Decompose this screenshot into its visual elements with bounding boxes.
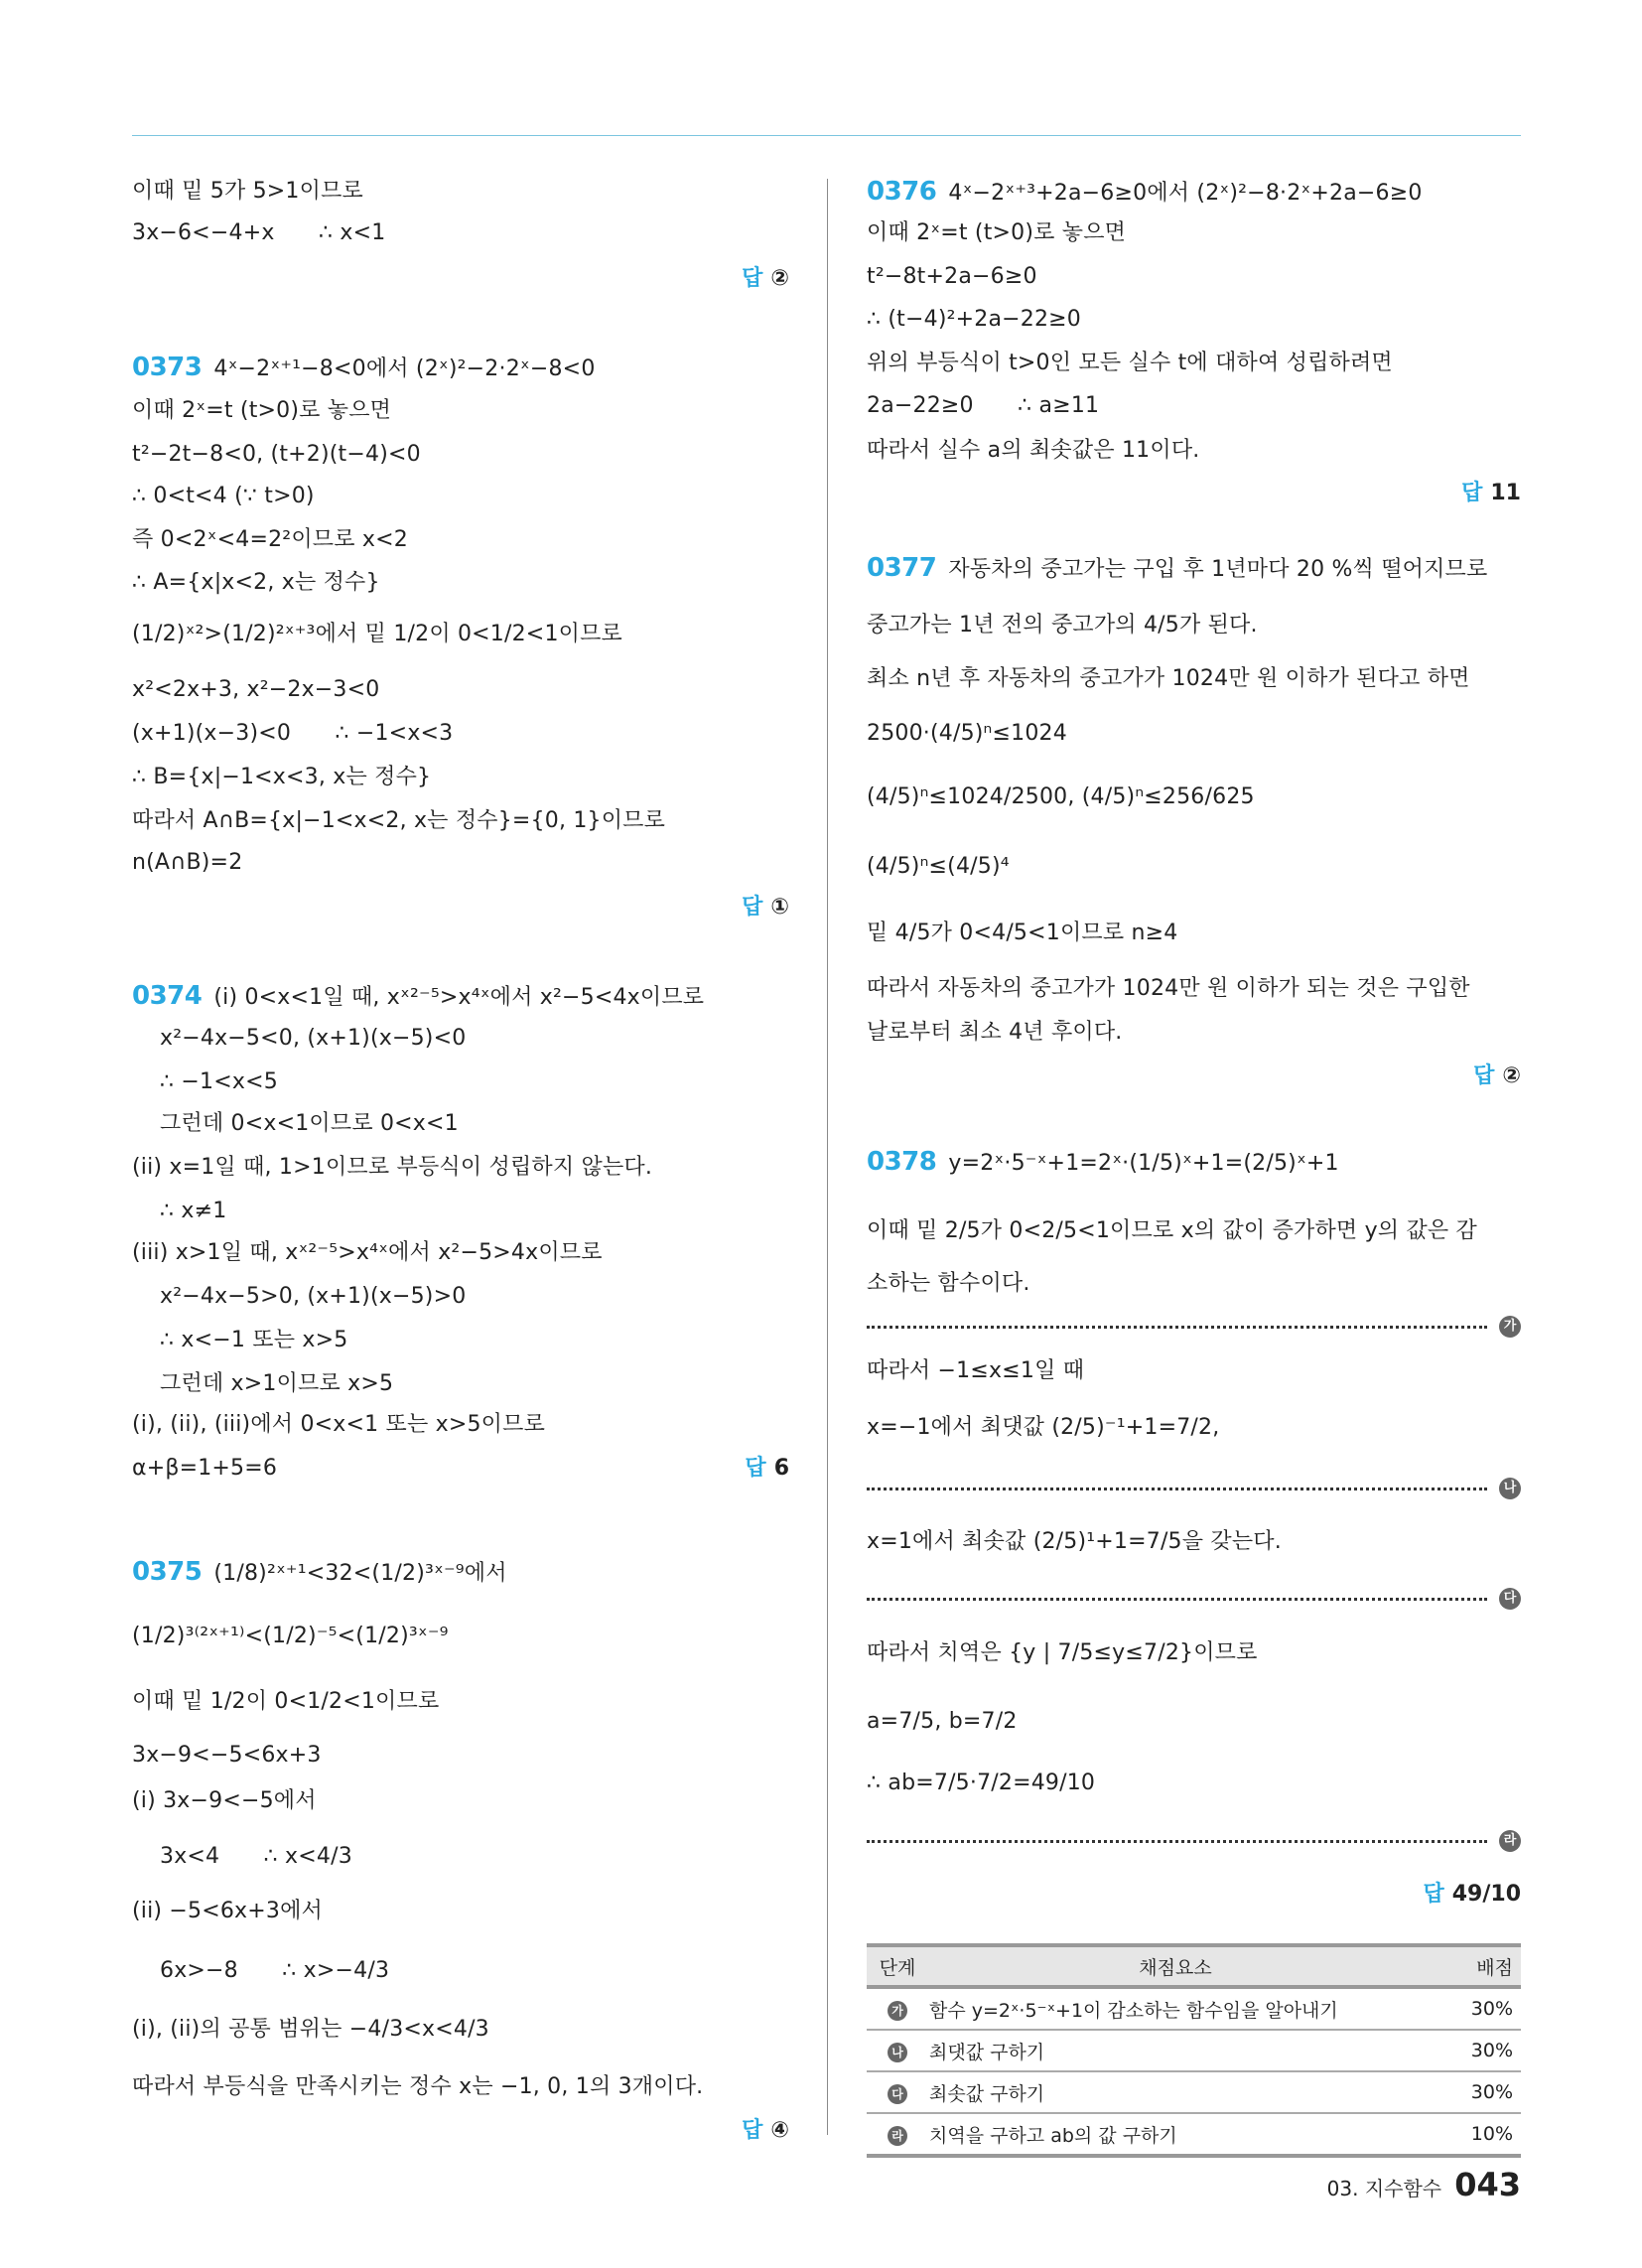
solution-line [867,550,1487,586]
step-marker: 다 [1499,1588,1521,1610]
solution-line [867,1524,1282,1560]
answer-label: 답 [742,266,763,291]
solution-line [867,1635,1258,1671]
line-text: 3x−6<−4+x ∴ x<1 [132,220,386,245]
problem-number: 0376 [867,177,937,207]
line-text: α+β=1+5=6 [132,1456,278,1481]
line-text: 자동차의 중고가는 구입 후 1년마다 20 %씩 떨어지므로 [948,557,1488,582]
line-text: y=2ˣ·5⁻ˣ+1=2ˣ·(1/5)ˣ+1=(2/5)ˣ+1 [948,1151,1339,1176]
answer-value: ④ [770,2118,789,2143]
solution-line [867,849,1010,885]
solution-line [867,780,1255,815]
line-text: ∴ x<−1 또는 x>5 [160,1328,348,1352]
line-text: 이때 밑 5가 5>1이므로 [132,179,363,204]
line-text: ∴ (t−4)²+2a−22≥0 [867,307,1082,332]
line-text: ∴ B={x|−1<x<3, x는 정수} [132,765,432,789]
solution-line [132,672,379,708]
line-text: t²−2t−8<0, (t+2)(t−4)<0 [132,442,421,467]
line-text: 밑 4/5가 0<4/5<1이므로 n≥4 [867,921,1178,945]
answer-label: 답 [742,2118,763,2143]
table-row [867,2030,1521,2071]
solution-line [867,1766,1095,1801]
solution-line [867,1144,1339,1180]
solution-line [132,1738,322,1773]
score: 30% [1423,2030,1521,2071]
answer-label: 답 [1461,481,1483,505]
answer [132,1451,789,1487]
solution-line [160,1323,347,1358]
answer [132,2113,789,2149]
solution-line [160,1064,278,1100]
line-text: 그런데 0<x<1이므로 0<x<1 [160,1111,459,1136]
solution-line [867,971,1470,1007]
line-text: t²−8t+2a−6≥0 [867,264,1037,289]
solution-line [132,174,363,210]
line-text: ∴ ab=7/5·7/2=49/10 [867,1771,1096,1795]
step-badge: 나 [888,2043,907,2062]
step-marker: 라 [1499,1830,1521,1852]
page-number: 043 [1454,2166,1521,2203]
solution-line [132,1150,652,1186]
solution-line [160,1366,393,1402]
header-step: 단계 [867,1945,928,1987]
line-text: 즉 0<2ˣ<4=2²이므로 x<2 [132,527,408,552]
answer-label: 답 [1473,1063,1495,1088]
line-text: 따라서 −1≤x≤1일 때 [867,1358,1085,1383]
solution-line [132,393,391,429]
score: 30% [1423,2071,1521,2113]
solution-line [160,1106,459,1142]
line-text: 따라서 부등식을 만족시키는 정수 x는 −1, 0, 1의 3개이다. [132,2074,704,2099]
step-marker: 가 [1499,1316,1521,1338]
line-text: ∴ −1<x<5 [160,1069,278,1094]
solution-line [132,350,596,385]
criterion: 최솟값 구하기 [928,2071,1423,2113]
criterion: 함수 y=2ˣ·5⁻ˣ+1이 감소하는 함수임을 알아내기 [928,1987,1423,2030]
table-header-row [867,1945,1521,1987]
line-text: x=−1에서 최댓값 (2/5)⁻¹+1=7/2, [867,1415,1220,1440]
scoring-table [867,1943,1521,2158]
line-text: ∴ A={x|x<2, x는 정수} [132,570,380,595]
solution-line [867,916,1178,951]
problem-number: 0375 [132,1557,203,1587]
line-text: x²<2x+3, x²−2x−3<0 [132,677,380,702]
solution-line [867,608,1258,643]
solution-line [160,1839,352,1875]
solution-line [132,215,385,251]
answer-value: ① [770,895,789,920]
line-text: 2500·(4/5)ⁿ≤1024 [867,721,1067,746]
solution-line [132,1684,439,1720]
line-text: 3x−9<−5<6x+3 [132,1743,322,1768]
dotted-separator [867,1326,1487,1329]
line-text: (1/2)³⁽²ˣ⁺¹⁾<(1/2)⁻⁵<(1/2)³ˣ⁻⁹ [132,1624,449,1648]
solution-line [132,978,704,1014]
top-rule [132,135,1521,136]
line-text: 중고가는 1년 전의 중고가의 4/5가 된다. [867,613,1258,638]
solution-line [132,565,380,601]
solution-line [132,437,421,473]
line-text: 4ˣ−2ˣ⁺¹−8<0에서 (2ˣ)²−2·2ˣ−8<0 [213,356,596,381]
line-text: n(A∩B)=2 [132,850,243,875]
chapter-title: 03. 지수함수 [1326,2177,1442,2200]
step-badge: 다 [888,2084,907,2104]
answer-value: 11 [1490,481,1521,505]
step-badge: 가 [888,2001,907,2021]
problem-number: 0377 [867,553,937,583]
answer [867,1877,1521,1913]
solution-line [867,388,1099,424]
line-text: (i) 3x−9<−5에서 [132,1788,317,1813]
line-text: 따라서 치역은 {y | 7/5≤y≤7/2}이므로 [867,1640,1258,1665]
answer [132,261,789,297]
line-text: 따라서 A∩B={x|−1<x<2, x는 정수}={0, 1}이므로 [132,808,666,833]
solution-line [132,2069,703,2105]
answer-value: 6 [773,1456,789,1481]
answer [132,890,789,925]
solution-line [132,1554,507,1590]
line-text: (ii) x=1일 때, 1>1이므로 부등식이 성립하지 않는다. [132,1155,653,1180]
line-text: (i) 0<x<1일 때, xˣ²⁻⁵>x⁴ˣ에서 x²−5<4x이므로 [213,985,705,1010]
line-text: (ii) −5<6x+3에서 [132,1899,323,1923]
solution-line [132,1783,317,1819]
line-text: (4/5)ⁿ≤1024/2500, (4/5)ⁿ≤256/625 [867,784,1255,809]
dotted-separator [867,1840,1487,1843]
solution-line [132,716,453,752]
problem-number: 0378 [867,1147,937,1177]
solution-line [132,803,665,839]
line-text: 이때 2ˣ=t (t>0)로 놓으면 [132,398,392,423]
solution-line [132,522,408,558]
line-text: (i), (ii)의 공통 범위는 −4/3<x<4/3 [132,2017,489,2042]
header-item: 채점요소 [928,1945,1423,1987]
solution-line [867,1266,1030,1302]
answer-value: ② [1502,1063,1521,1088]
solution-line [867,1410,1219,1446]
answer-label: 답 [745,1456,766,1481]
line-text: (1/2)ˣ²>(1/2)²ˣ⁺³에서 밑 1/2이 0<1/2<1이므로 [132,622,622,646]
answer-value: ② [770,266,789,291]
solution-line [132,479,315,514]
solution-line [867,259,1037,295]
solution-line [867,174,1423,210]
answer-label: 답 [742,895,763,920]
dotted-separator [867,1598,1487,1601]
line-text: x²−4x−5>0, (x+1)(x−5)>0 [160,1284,467,1309]
solution-line [160,1021,466,1057]
solution-line [132,1407,545,1443]
line-text: 따라서 자동차의 중고가가 1024만 원 이하가 되는 것은 구입한 [867,976,1470,1001]
line-text: 소하는 함수이다. [867,1271,1030,1296]
score: 10% [1423,2113,1521,2156]
solution-line [867,1704,1018,1740]
page-footer [1327,2165,1521,2204]
line-text: 이때 밑 2/5가 0<2/5<1이므로 x의 값이 증가하면 y의 값은 감 [867,1218,1477,1243]
solution-line [867,346,1393,381]
line-text: (x+1)(x−3)<0 ∴ −1<x<3 [132,721,454,746]
solution-line [867,1353,1084,1389]
line-text: 2a−22≥0 ∴ a≥11 [867,393,1100,418]
solution-line [160,1194,226,1229]
line-text: 3x<4 ∴ x<4/3 [160,1844,352,1869]
column-divider [827,179,828,2135]
line-text: 6x>−8 ∴ x>−4/3 [160,1958,390,1983]
solution-line [867,1015,1123,1051]
line-text: x²−4x−5<0, (x+1)(x−5)<0 [160,1026,467,1051]
problem-number: 0374 [132,981,203,1011]
line-text: (i), (ii), (iii)에서 0<x<1 또는 x>5이므로 [132,1412,546,1437]
solution-line [132,1894,323,1929]
answer [867,476,1521,511]
problem-number: 0373 [132,353,203,382]
solution-line [132,760,431,795]
line-text: 그런데 x>1이므로 x>5 [160,1371,394,1396]
header-score: 배점 [1423,1945,1521,1987]
line-text: 날로부터 최소 4년 후이다. [867,1020,1123,1045]
answer-label: 답 [1423,1882,1444,1907]
step-marker: 나 [1499,1478,1521,1499]
solution-line [867,302,1081,338]
line-text: (1/8)²ˣ⁺¹<32<(1/2)³ˣ⁻⁹에서 [213,1561,507,1586]
solution-line [132,1619,449,1654]
solution-line [132,617,622,652]
solution-line [132,1235,603,1271]
line-text: x=1에서 최솟값 (2/5)¹+1=7/5을 갖는다. [867,1529,1282,1554]
line-text: 위의 부등식이 t>0인 모든 실수 t에 대하여 성립하려면 [867,351,1393,375]
solution-line [867,1213,1477,1249]
solution-line [867,716,1067,752]
answer [867,1059,1521,1094]
solution-line [867,661,1470,697]
line-text: (iii) x>1일 때, xˣ²⁻⁵>x⁴ˣ에서 x²−5>4x이므로 [132,1240,603,1265]
solution-line [160,1953,389,1989]
line-text: 이때 2ˣ=t (t>0)로 놓으면 [867,220,1127,245]
solution-line [160,1279,466,1315]
line-text: a=7/5, b=7/2 [867,1709,1018,1734]
solution-line [132,2012,489,2048]
table-row [867,2113,1521,2156]
line-text: 이때 밑 1/2이 0<1/2<1이므로 [132,1689,440,1714]
table-row [867,2071,1521,2113]
criterion: 치역을 구하고 ab의 값 구하기 [928,2113,1423,2156]
line-text: 최소 n년 후 자동차의 중고가가 1024만 원 이하가 된다고 하면 [867,666,1470,691]
line-text: 4ˣ−2ˣ⁺³+2a−6≥0에서 (2ˣ)²−8·2ˣ+2a−6≥0 [948,181,1423,206]
criterion: 최댓값 구하기 [928,2030,1423,2071]
solution-line [867,433,1199,469]
solution-line [132,845,242,881]
table-row [867,1987,1521,2030]
dotted-separator [867,1488,1487,1490]
solution-line [867,215,1126,251]
score: 30% [1423,1987,1521,2030]
line-text: ∴ 0<t<4 (∵ t>0) [132,484,315,508]
step-badge: 라 [888,2126,907,2146]
line-text: 따라서 실수 a의 최솟값은 11이다. [867,438,1200,463]
line-text: ∴ x≠1 [160,1199,227,1223]
line-text: (4/5)ⁿ≤(4/5)⁴ [867,854,1010,879]
answer-value: 49/10 [1451,1882,1521,1907]
